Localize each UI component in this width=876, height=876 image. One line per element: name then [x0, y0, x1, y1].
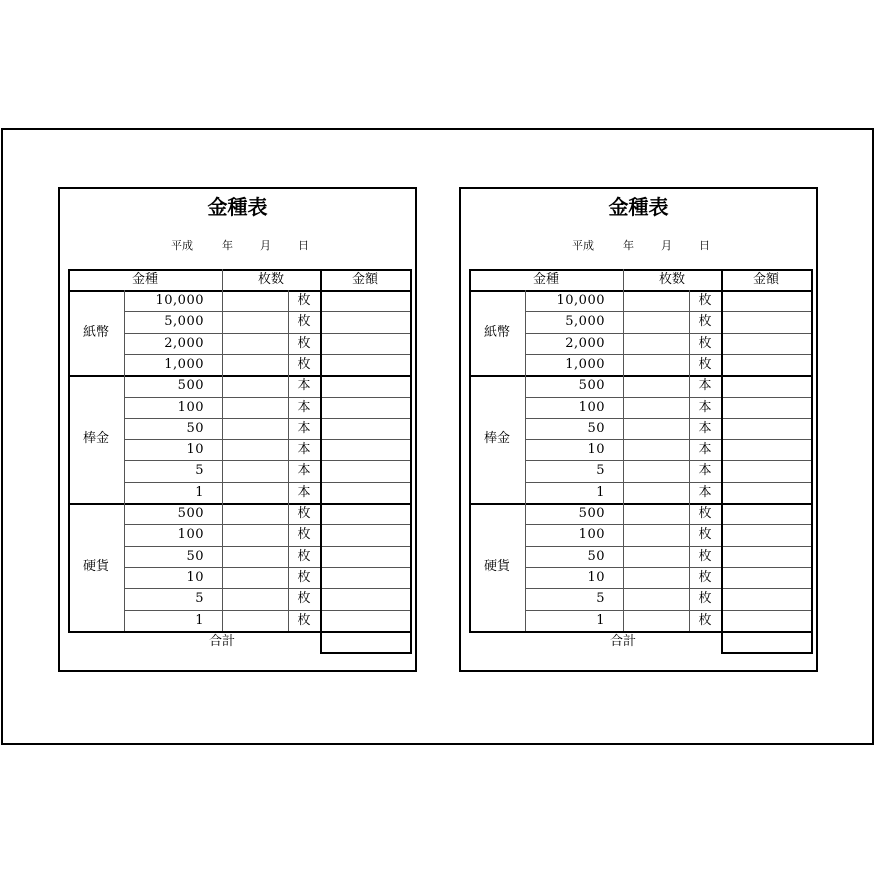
unit-label: 本: [698, 378, 712, 394]
count-cell[interactable]: [623, 333, 689, 354]
count-cell[interactable]: [222, 503, 288, 524]
total-amount-cell[interactable]: [320, 631, 410, 653]
group-label: 紙幣: [483, 325, 510, 340]
denomination-form-right: [459, 187, 818, 672]
amount-cell[interactable]: [721, 503, 811, 524]
form-title: 金種表: [207, 195, 268, 219]
denomination-value: 500: [578, 378, 605, 394]
count-cell[interactable]: [222, 439, 288, 460]
unit-label: 枚: [297, 527, 311, 543]
unit-label: 枚: [698, 527, 712, 543]
denomination-value: 5: [596, 591, 605, 607]
denomination-value: 1,000: [164, 356, 204, 372]
amount-cell[interactable]: [721, 482, 811, 503]
count-cell[interactable]: [623, 439, 689, 460]
count-cell[interactable]: [623, 290, 689, 311]
count-cell[interactable]: [623, 503, 689, 524]
unit-label: 枚: [297, 591, 311, 607]
unit-label: 本: [698, 399, 712, 415]
group-label: 棒金: [82, 431, 109, 447]
group-label: 硬貨: [82, 559, 109, 574]
table-top-border: [469, 269, 811, 271]
month-label: 月: [260, 239, 271, 252]
count-cell[interactable]: [222, 418, 288, 439]
unit-label: 枚: [698, 314, 712, 330]
total-bottom-border: [320, 652, 412, 654]
denomination-value: 10: [186, 569, 204, 585]
amount-cell[interactable]: [320, 524, 410, 545]
count-cell[interactable]: [222, 524, 288, 545]
denomination-value: 10: [186, 442, 204, 458]
unit-column-divider: [288, 290, 289, 631]
denomination-table: [68, 269, 412, 649]
total-amount-cell[interactable]: [721, 631, 811, 653]
denomination-value: 500: [177, 506, 204, 521]
unit-label: 枚: [297, 506, 311, 521]
amount-cell[interactable]: [721, 354, 811, 375]
header-count: 枚数: [257, 272, 284, 287]
kind-column-divider: [525, 290, 526, 631]
amount-cell[interactable]: [721, 460, 811, 481]
unit-label: 本: [297, 442, 311, 458]
denomination-value: 1: [195, 484, 204, 500]
unit-label: 本: [297, 399, 311, 415]
denomination-value: 2,000: [565, 335, 605, 351]
unit-label: 本: [698, 463, 712, 479]
amount-cell[interactable]: [721, 610, 811, 631]
table-top-border: [68, 269, 410, 271]
denomination-form-left: [58, 187, 417, 672]
amount-cell[interactable]: [320, 610, 410, 631]
amount-cell[interactable]: [320, 290, 410, 311]
amount-column-divider: [320, 269, 322, 653]
unit-label: 本: [297, 463, 311, 479]
count-cell[interactable]: [623, 567, 689, 588]
unit-label: 枚: [698, 548, 712, 564]
amount-cell[interactable]: [721, 311, 811, 332]
total-label: 合計: [609, 633, 636, 649]
table-left-border: [469, 269, 471, 631]
count-cell[interactable]: [623, 418, 689, 439]
group-label: 硬貨: [483, 559, 510, 574]
total-label: 合計: [208, 633, 235, 649]
denomination-value: 5,000: [565, 314, 605, 330]
count-cell[interactable]: [222, 588, 288, 609]
table-left-border: [68, 269, 70, 631]
amount-cell[interactable]: [320, 397, 410, 418]
month-label: 月: [661, 239, 672, 252]
header-kind: 金種: [131, 272, 158, 287]
amount-cell[interactable]: [320, 439, 410, 460]
group-label: 棒金: [483, 431, 510, 447]
header-count: 枚数: [658, 272, 685, 287]
count-cell[interactable]: [623, 375, 689, 396]
amount-cell[interactable]: [320, 567, 410, 588]
amount-cell[interactable]: [721, 439, 811, 460]
unit-label: 本: [297, 420, 311, 436]
denomination-value: 100: [578, 399, 605, 415]
header-kind: 金種: [532, 272, 559, 287]
unit-label: 枚: [698, 506, 712, 521]
unit-label: 本: [698, 484, 712, 500]
count-cell[interactable]: [222, 311, 288, 332]
unit-label: 枚: [297, 335, 311, 351]
amount-cell[interactable]: [320, 375, 410, 396]
unit-label: 枚: [297, 548, 311, 564]
unit-label: 枚: [297, 356, 311, 372]
amount-cell[interactable]: [721, 546, 811, 567]
unit-label: 本: [698, 442, 712, 458]
denomination-column-divider: [222, 269, 223, 631]
denomination-value: 100: [578, 527, 605, 543]
denomination-value: 5: [195, 591, 204, 607]
denomination-value: 5: [195, 463, 204, 479]
unit-label: 枚: [698, 356, 712, 372]
year-label: 年: [623, 239, 634, 252]
count-cell[interactable]: [623, 610, 689, 631]
count-cell[interactable]: [222, 333, 288, 354]
denomination-value: 10: [587, 569, 605, 585]
header-divider: [68, 290, 410, 292]
amount-cell[interactable]: [320, 354, 410, 375]
era-label: 平成: [572, 239, 594, 252]
denomination-value: 10,000: [556, 293, 605, 308]
unit-label: 枚: [297, 612, 311, 628]
denomination-value: 50: [587, 548, 605, 564]
unit-label: 枚: [698, 293, 712, 308]
amount-cell[interactable]: [721, 588, 811, 609]
unit-label: 枚: [297, 569, 311, 585]
count-cell[interactable]: [222, 397, 288, 418]
denomination-value: 100: [177, 399, 204, 415]
group-label: 紙幣: [82, 325, 109, 340]
amount-cell[interactable]: [320, 482, 410, 503]
count-cell[interactable]: [623, 524, 689, 545]
denomination-value: 5,000: [164, 314, 204, 330]
count-cell[interactable]: [623, 397, 689, 418]
amount-cell[interactable]: [721, 397, 811, 418]
unit-label: 枚: [698, 335, 712, 351]
denomination-column-divider: [623, 269, 624, 631]
denomination-value: 1,000: [565, 356, 605, 372]
count-cell[interactable]: [623, 482, 689, 503]
table-right-border: [410, 269, 412, 653]
total-bottom-border: [721, 652, 813, 654]
era-label: 平成: [171, 239, 193, 252]
unit-label: 枚: [297, 293, 311, 308]
count-cell[interactable]: [222, 610, 288, 631]
header-amount: 金額: [351, 272, 378, 287]
amount-cell[interactable]: [721, 567, 811, 588]
unit-label: 本: [297, 378, 311, 394]
denomination-value: 5: [596, 463, 605, 479]
denomination-value: 50: [186, 548, 204, 564]
unit-label: 本: [297, 484, 311, 500]
unit-label: 枚: [698, 612, 712, 628]
count-cell[interactable]: [222, 567, 288, 588]
table-right-border: [811, 269, 813, 653]
day-label: 日: [699, 239, 710, 252]
amount-cell[interactable]: [721, 418, 811, 439]
denomination-value: 1: [195, 612, 204, 628]
day-label: 日: [298, 239, 309, 252]
count-cell[interactable]: [222, 290, 288, 311]
count-cell[interactable]: [623, 354, 689, 375]
amount-column-divider: [721, 269, 723, 653]
amount-cell[interactable]: [721, 290, 811, 311]
count-cell[interactable]: [222, 375, 288, 396]
denomination-value: 1: [596, 612, 605, 628]
unit-label: 枚: [698, 569, 712, 585]
amount-cell[interactable]: [320, 460, 410, 481]
amount-cell[interactable]: [320, 333, 410, 354]
kind-column-divider: [124, 290, 125, 631]
denomination-value: 10,000: [155, 293, 204, 308]
denomination-value: 1: [596, 484, 605, 500]
count-cell[interactable]: [222, 354, 288, 375]
amount-cell[interactable]: [320, 503, 410, 524]
year-label: 年: [222, 239, 233, 252]
unit-label: 本: [698, 420, 712, 436]
denomination-value: 2,000: [164, 335, 204, 351]
count-cell[interactable]: [623, 546, 689, 567]
count-cell[interactable]: [222, 546, 288, 567]
denomination-value: 50: [186, 420, 204, 436]
count-cell[interactable]: [623, 588, 689, 609]
header-amount: 金額: [752, 272, 779, 287]
count-cell[interactable]: [623, 311, 689, 332]
form-title: 金種表: [608, 195, 669, 219]
denomination-value: 500: [578, 506, 605, 521]
denomination-value: 500: [177, 378, 204, 394]
amount-cell[interactable]: [320, 546, 410, 567]
amount-cell[interactable]: [320, 418, 410, 439]
count-cell[interactable]: [222, 482, 288, 503]
amount-cell[interactable]: [721, 333, 811, 354]
count-cell[interactable]: [222, 460, 288, 481]
count-cell[interactable]: [623, 460, 689, 481]
amount-cell[interactable]: [320, 311, 410, 332]
denomination-value: 10: [587, 442, 605, 458]
amount-cell[interactable]: [721, 524, 811, 545]
unit-column-divider: [689, 290, 690, 631]
unit-label: 枚: [698, 591, 712, 607]
denomination-table: [469, 269, 813, 649]
header-divider: [469, 290, 811, 292]
denomination-value: 50: [587, 420, 605, 436]
amount-cell[interactable]: [721, 375, 811, 396]
unit-label: 枚: [297, 314, 311, 330]
denomination-value: 100: [177, 527, 204, 543]
amount-cell[interactable]: [320, 588, 410, 609]
